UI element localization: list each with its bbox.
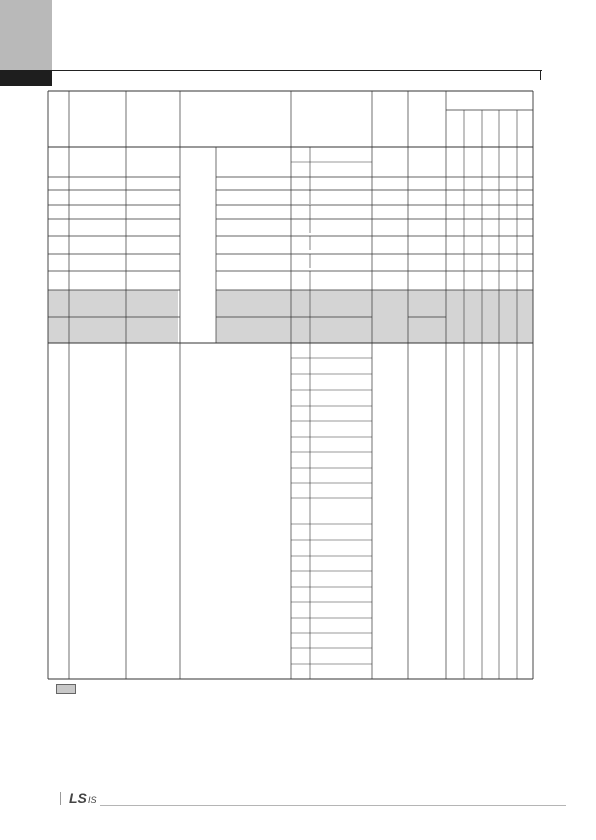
- footer-logo: [60, 790, 103, 806]
- shaded-row: [48, 290, 178, 343]
- header-band: [48, 91, 533, 96]
- svg-text:IS: IS: [88, 795, 97, 805]
- footer-divider: [60, 792, 61, 805]
- ls-logo-icon: [69, 790, 103, 806]
- shaded-row: [216, 290, 533, 343]
- svg-text:LS: LS: [69, 790, 87, 806]
- shaded-legend-swatch: [56, 684, 76, 694]
- footer-rule: [100, 805, 566, 806]
